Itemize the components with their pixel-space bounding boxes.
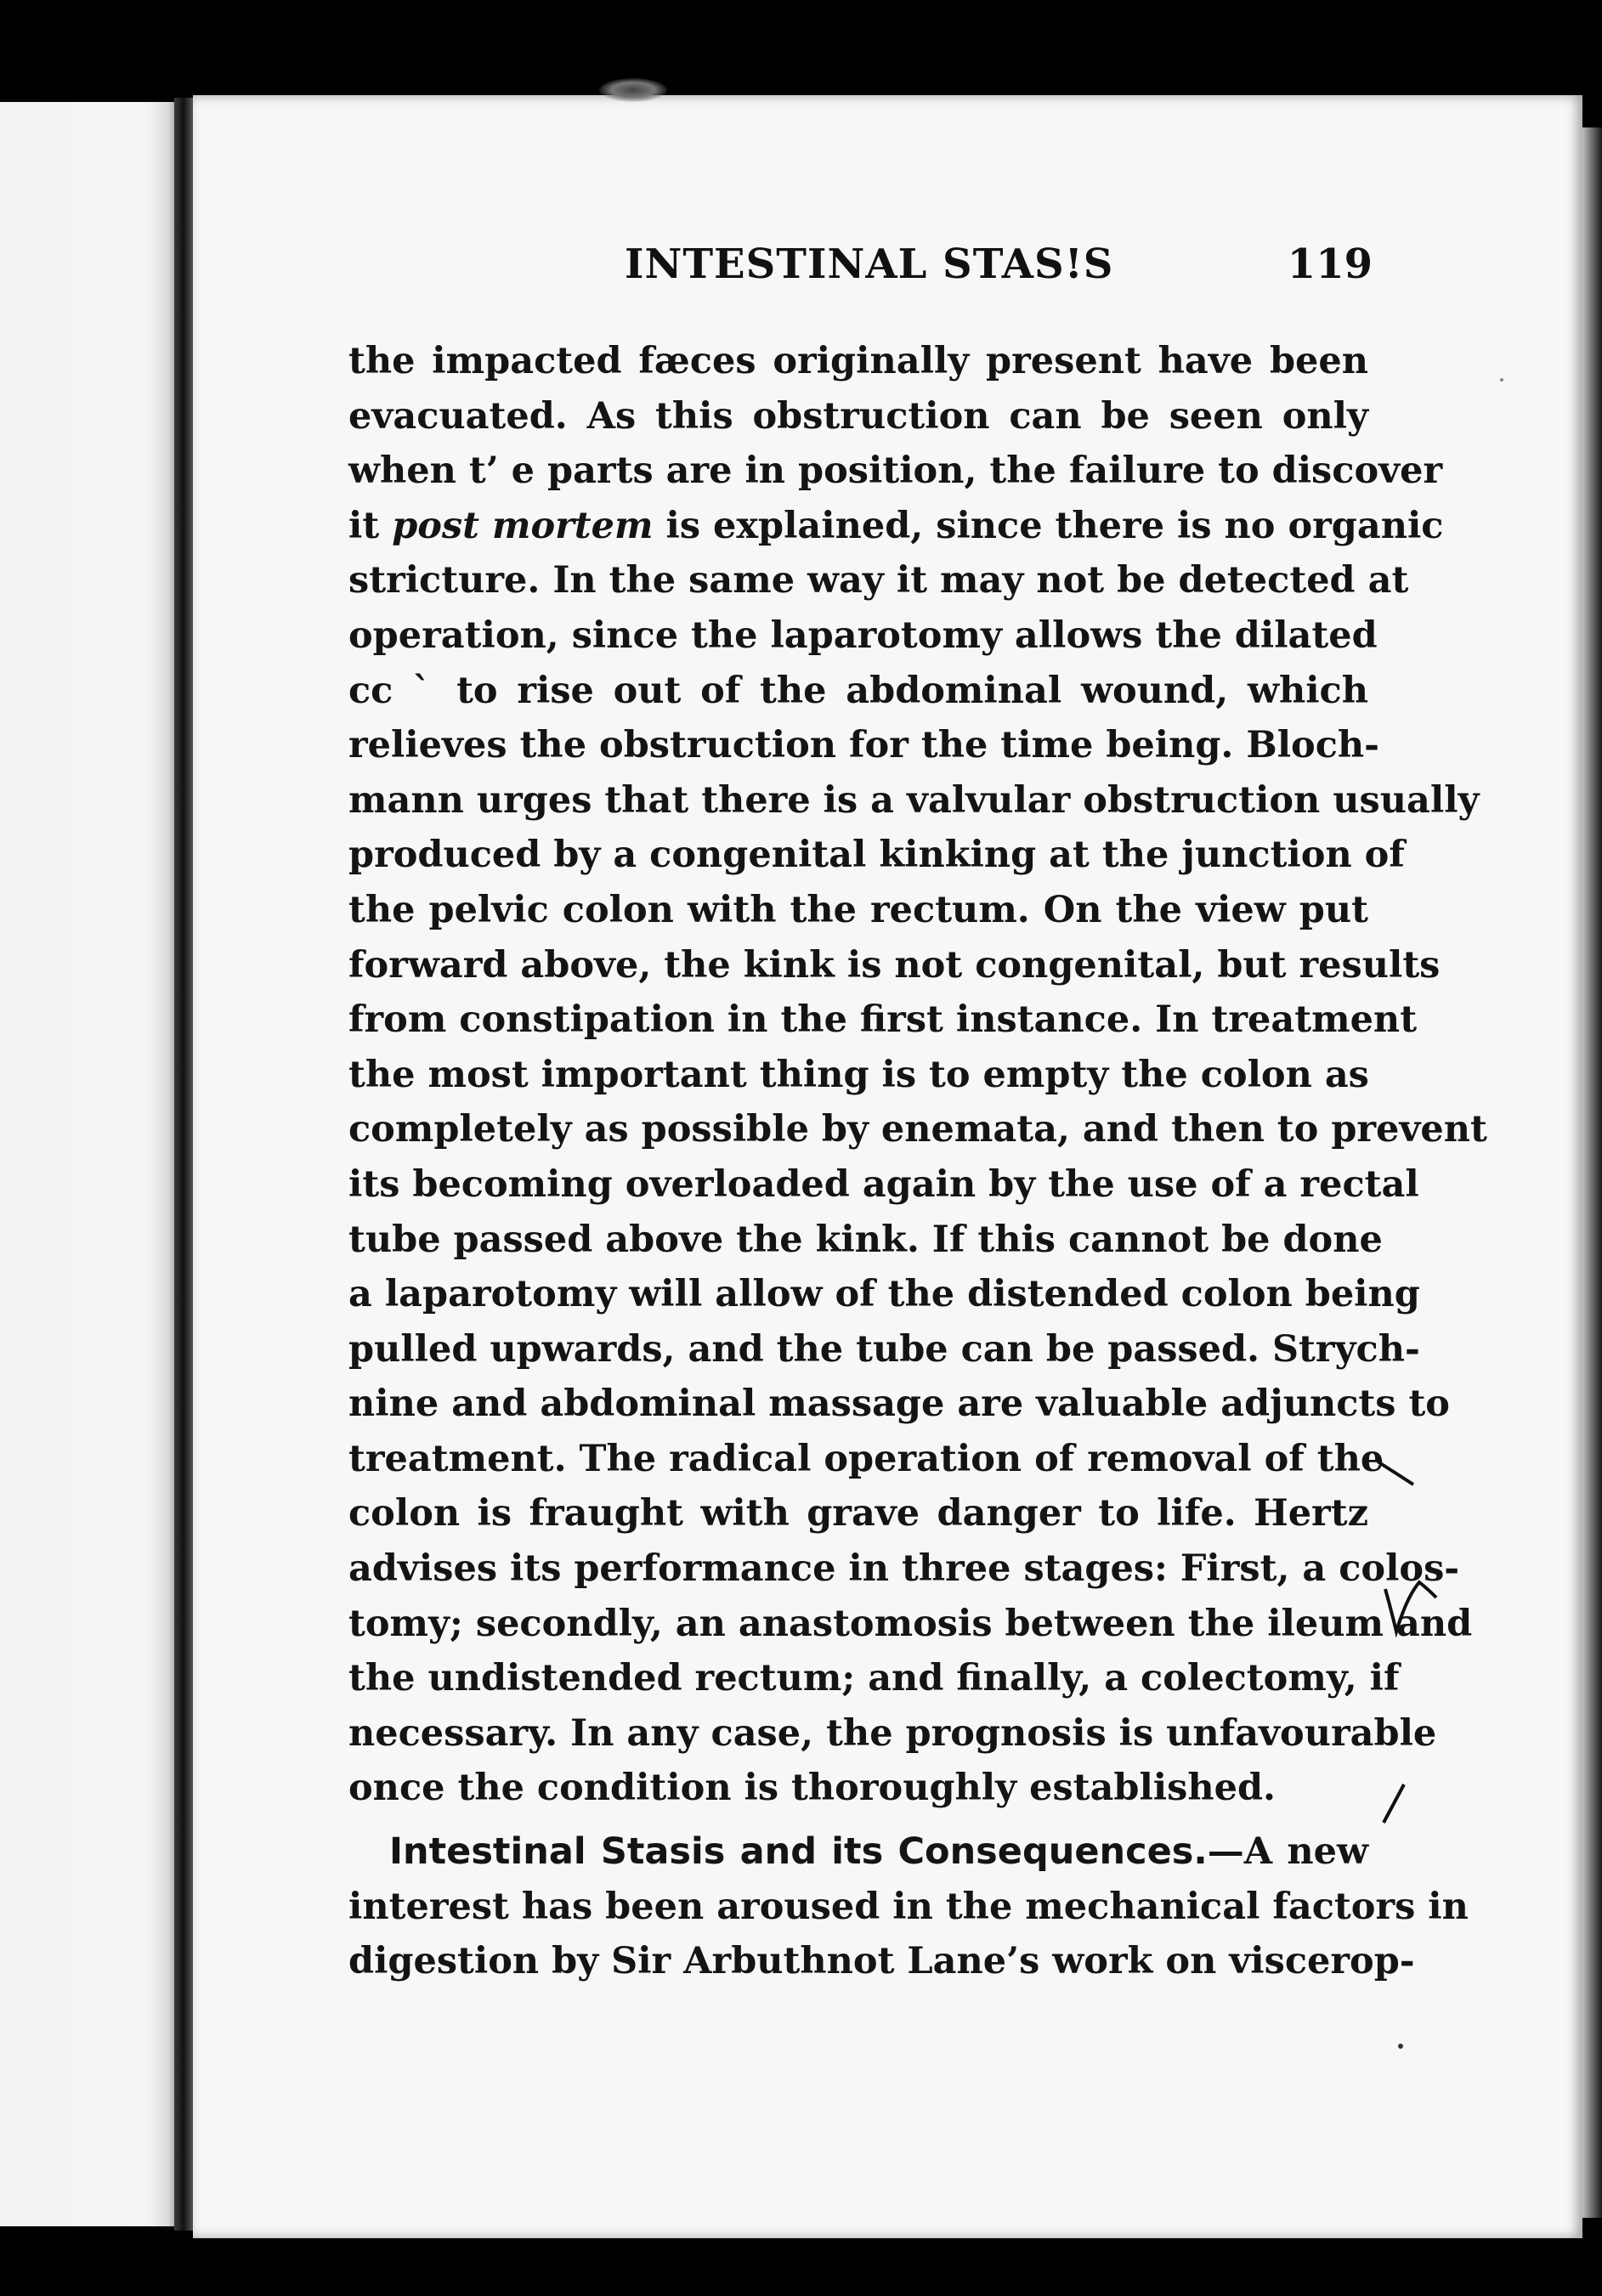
text-line: its becoming overloaded again by the use of a rectal [348, 1162, 1419, 1206]
text-line: interest has been aroused in the mechanical factors in [348, 1885, 1469, 1928]
text-line: mann urges that there is a valvular obstruction usually [348, 778, 1480, 822]
text-line: the undistended rectum; and finally, a colectomy, if [348, 1657, 1400, 1700]
text-line: completely as possible by enemata, and then to prevent [348, 1108, 1487, 1151]
italic-phrase: post mortem [392, 504, 654, 547]
text-line: operation, since the laparotomy allows the dilated [348, 614, 1378, 657]
text-line: produced by a congenital kinking at the junction of [348, 834, 1405, 877]
text-line: treatment. The radical operation of removal of the [348, 1437, 1384, 1480]
left-page-edge [0, 102, 183, 2226]
text-line: the impacted fæces originally present have been [348, 340, 1368, 382]
page-right-edge [1582, 127, 1602, 2218]
book-gutter [174, 98, 193, 2231]
text-line: the most important thing is to empty the colon as [348, 1053, 1369, 1096]
text-line: stricture. In the same way it may not be detected at [348, 559, 1409, 602]
margin-tick-mark [1375, 1457, 1418, 1491]
text-line: from constipation in the first instance. In treatment [348, 998, 1418, 1042]
text-line: advises its performance in three stages: First, a colos- [348, 1547, 1460, 1591]
section-heading-line [348, 1824, 1368, 1880]
text-line: when t’ e parts are in position, the failure to discover [348, 450, 1443, 493]
text-line: pulled upwards, and the tube can be passed. Strych- [348, 1327, 1420, 1371]
text-fragment: is explained, since there is no organic [653, 504, 1444, 547]
text-line: evacuated. As this obstruction can be seen only [348, 394, 1368, 438]
text-line: cc ˋ to rise out of the abdominal wound, which [348, 669, 1368, 712]
text-line: digestion by Sir Arbuthnot Lane’s work on viscerop- [348, 1940, 1415, 1983]
text-line: forward above, the kink is not congenital, but results [348, 943, 1441, 987]
section-heading-continuation: —A new [1207, 1830, 1368, 1874]
page-header [625, 240, 1373, 300]
running-head: INTESTINAL STAS!S [625, 240, 1114, 288]
text-line: necessary. In any case, the prognosis is unfavourable [348, 1711, 1437, 1755]
margin-dot [1500, 378, 1503, 382]
text-line: nine and abdominal massage are valuable adjuncts to [348, 1383, 1450, 1426]
margin-dot [1398, 2044, 1403, 2049]
top-smudge-mark [599, 78, 667, 102]
text-line: tomy; secondly, an anastomosis between the ileum and [348, 1602, 1473, 1645]
margin-slash-mark [1377, 1780, 1411, 1831]
text-line [348, 499, 1444, 554]
section-heading: Intestinal Stasis and its Consequences. [389, 1830, 1208, 1874]
text-line: the pelvic colon with the rectum. On the view put [348, 888, 1368, 931]
text-fragment: it [348, 504, 380, 547]
text-line: relieves the obstruction for the time being. Bloch- [348, 724, 1380, 767]
text-line: colon is fraught with grave danger to life. Hertz [348, 1492, 1368, 1535]
body-text [348, 334, 1487, 1989]
text-line: tube passed above the kink. If this cannot be done [348, 1218, 1383, 1261]
page-number: 119 [1287, 240, 1373, 288]
text-line: a laparotomy will allow of the distended colon being [348, 1273, 1420, 1316]
text-line: once the condition is thoroughly established. [348, 1767, 1276, 1810]
margin-check-mark [1381, 1572, 1449, 1640]
